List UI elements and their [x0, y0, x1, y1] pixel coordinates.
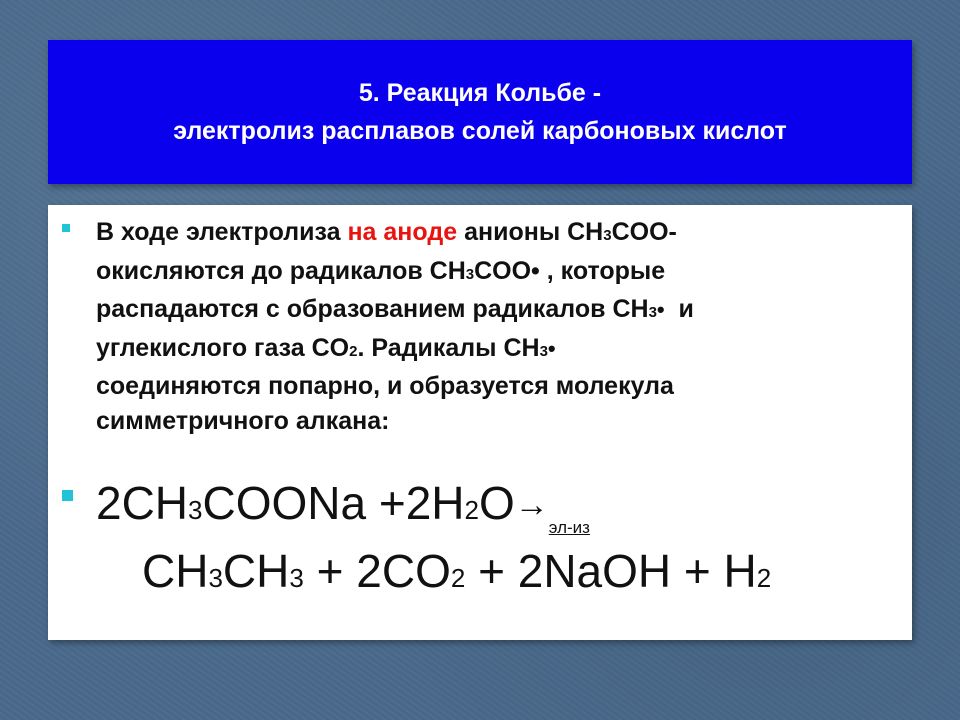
slide-title-line1: 5. Реакция Кольбе -: [358, 79, 602, 107]
bullet-square-icon-large: [62, 490, 73, 501]
slide-title-box: [48, 40, 912, 184]
bullet-square-icon: [62, 224, 70, 232]
anode-highlight: на аноде: [347, 218, 458, 246]
reaction-condition: эл-из: [548, 518, 590, 537]
content-box: [48, 205, 912, 640]
explanation-paragraph: В ходе электролиза на аноде анионы CH3COO- окисляются до радикалов CH3COO• , которые распадаются с образованием радикалов CH3• и углекислого газа CO2. Радикалы CH3• соединяются попарно, и образуется молекула симметричного алкана:: [96, 218, 694, 435]
slide-title-line2: электролиз расплавов солей карбоновых кислот: [173, 117, 787, 145]
reaction-equation-line2: CH3CH3 + 2CO2 + 2NaOH + H2: [142, 545, 772, 597]
reaction-equation-line1: 2CH3COONa $+2H2O\to_{эл-из}$: [96, 477, 590, 537]
reaction-arrow-icon: →: [514, 486, 549, 524]
